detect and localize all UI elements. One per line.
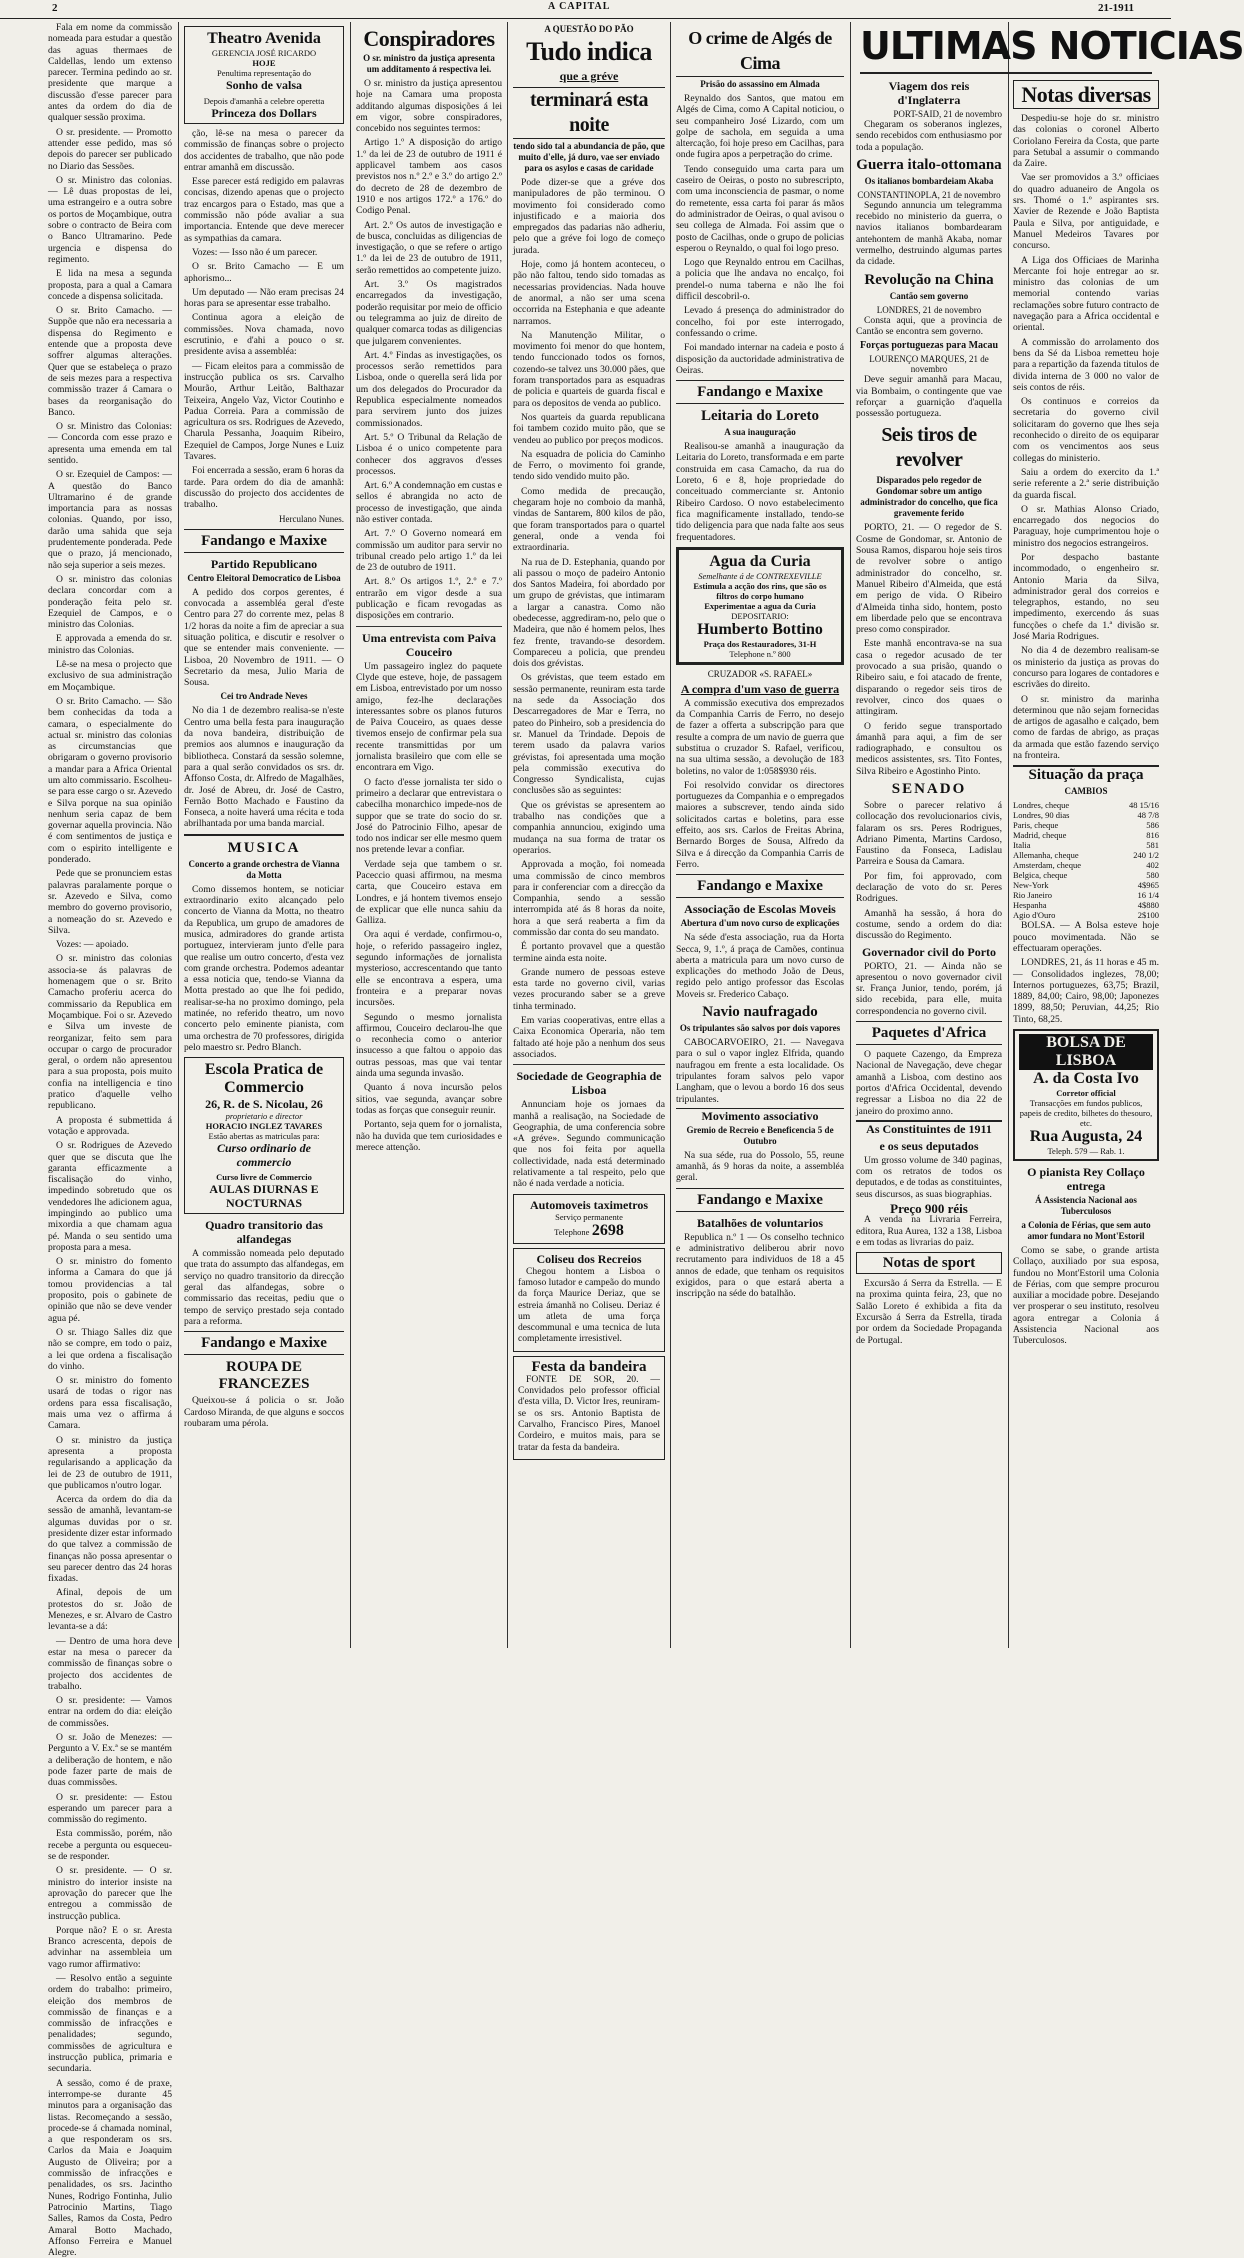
column-parliament [48, 22, 172, 2258]
article-paragraph: Por despacho bastante incommodado, o engenheiro sr. Antonio Maria da Silva, administrador geral dos correios e telegraphos, estando, no seu impedimento, exercendo ás suas funcções o chefe da 1.ª divisão sr. José Maria Rodrigues. [1013, 551, 1159, 643]
article-paragraph: Que os grévistas se apresentem ao trabalho nas condições que a companhia annunciou, exigindo uma mudança na sua forma de tratar os operarios. [513, 799, 665, 856]
headline: Conspiradores [363, 26, 495, 51]
article-paragraph: O sr. ministro das colonias declara concordar com a ponderação feita pelo sr. Ezequiel de Campos, e o ministro das Colonias. [48, 573, 172, 631]
article-paragraph: Annunciam hoje os jornaes da manhã a realisação, na Sociedade de Geographia, de uma conferencia sobre «A gréve». Segundo communicação que nos foi feita por aquella collectividade, nada está determinado relativamente a tal respeito, pelo que não é nada verdade a noticia. [513, 1099, 665, 1190]
exchange-label: Amsterdam, cheque [1013, 860, 1081, 871]
article-paragraph: Como se sabe, o grande artista Collaço, auxiliado por sua esposa, fundou no Mont'Estoril uma Colonia de Férias, com que sempre procurou auxiliar a mocidade pobre. Desejando ver prosperar o seu instituto, resolveu agora entregar a Colonia á Assistencia Nacional aos Tuberculosos. [1013, 1245, 1159, 1347]
exchange-value: 48 7/8 [1137, 810, 1159, 821]
article-paragraph: O sr. Ministro das colonias. — Lê duas propostas de lei, uma estrangeiro e a outra sobre os portos de Moçambique, outra sobre o contracto de Beira com o Banco Ultramarino. Pede urgencia e dispensa do regimento. [48, 174, 172, 265]
article-paragraph: LONDRES, 21, ás 11 horas e 45 m. — Consolidados inglezes, 78,00; Internos portuguezes, 63,75; Brazil, 1889, 84,00; Cairo, 98,00; Japonezes 1899, 88,50; Peruvian, 44,25; Rio Tinto, 68,25. [1013, 957, 1159, 1025]
paper-name: A CAPITAL [548, 1, 611, 12]
exchange-row [1013, 840, 1159, 850]
bolsa-name: A. da Costa Ivo [1033, 1070, 1139, 1087]
page-date: 21-1911 [1098, 2, 1135, 14]
headline: Notas diversas [1021, 82, 1151, 107]
article-paragraph: Acerca da ordem do dia da sessão de amanhã, levantam-se algumas duvidas por o sr. presidente dizer estar informado do que talvez a commissão de finanças não possa apresentar o seu parecer dentro das 24 horas fixadas. [48, 1494, 172, 1585]
bolsa-role: Corretor official [1056, 1088, 1116, 1098]
article-paragraph: No dia 4 de dezembro realisam-se os ministerio da justiça as provas do concurso para logares de contadores e escrivães do direito. [1013, 645, 1159, 691]
exchange-row [1013, 860, 1159, 870]
article-paragraph: E lida na mesa a segunda proposta, para a qual a Camara concede a dispensa solicitada. [48, 268, 172, 302]
article-paragraph: Continua agora a eleição de commissões. Nova chamada, novo escrutinio, e d'ahi a pouco o sr. presidente avisa a assembléa: [184, 312, 344, 358]
section-title: Quadro transitorio das alfandegas [205, 1218, 323, 1247]
column-rule [850, 22, 851, 1648]
article-paragraph: — Dentro de uma hora deve estar na mesa o parecer da commissão de finanças sobre o projecto dos accidentes de trabalho. [48, 1635, 172, 1692]
exchange-value: 580 [1146, 870, 1159, 881]
theatre-play: Sonho de valsa [225, 78, 303, 92]
column-six [856, 76, 1002, 1648]
section-title: Sociedade de Geographia de Lisboa [516, 1069, 662, 1098]
article-paragraph: Art. 4.º Findas as investigações, os processos serão remettidos para Lisboa, onde o querella será lida por um dos delegados do Procurador da Republica especialmente nomeados para servirem junto dos juizes commissionados. [356, 349, 502, 429]
article-paragraph: O sr. Thiago Salles diz que não se compre, em todo o paiz, a lei que ordena a fiscalisação do vinho. [48, 1326, 172, 1372]
article-paragraph: Um passageiro inglez do paquete Clyde que esteve, hoje, de passagem em Lisboa, entrevistado por um nosso amigo, fez-lhe declarações interessantes sobre os planos futuros de Paiva Couceiro, as quaes desse tivemos ensejo de confirmar pela sua recente transmittidas por um jornalista brasileiro que com elle se encontrara em Vigo. [356, 660, 503, 774]
curia-address: Praça dos Restauradores, 31-H [703, 638, 817, 649]
curia-exp: Experimentae a agua da Curia [704, 600, 816, 611]
exchange-row [1013, 810, 1159, 820]
exchange-label: Paris, cheque [1013, 820, 1059, 831]
article-paragraph: Na rua de D. Estephania, quando por ali passou o moço de padeiro Antonio dos Santos Madeira, foi abordado por um grupo de grévistas, que intimaram a largar a canastra. Como não obedecesse, aggrediram-no, pelo que o Madeira, que não é homem pelos, lhes fez frente, travando-se desordem. Compareceu a policia, que prendeu dois dos grévistas. [513, 556, 665, 670]
article-paragraph: Chegou hontem a Lisboa o famoso lutador e campeão do mundo da força Maurice Deriaz, que se estreia ámanhã no Coliseu. Deriaz é um atleta de uma força descommunal e uma tecnica de luta completamente irresistivel. [518, 1265, 660, 1345]
fandango-banner: Fandango e Maxixe [676, 1188, 844, 1212]
section-title: Situação da praça [1013, 765, 1159, 784]
theatre-manager: GERENCIA JOSÉ RICARDO [211, 48, 317, 58]
section-title: Festa da bandeira [531, 1358, 647, 1375]
coliseu-box [513, 1248, 665, 1352]
school-course: Curso ordinario de commercio [216, 1141, 312, 1170]
article-paragraph: Este manhã encontrava-se na sua casa o regedor acusado de ter provocado a sua prisão, quando o Ribeiro saiu, e foi atacado de frente, disparando o regedor seis tiros de revolver, cinco dos quaes o attingiram. [856, 638, 1002, 718]
section-title: Uma entrevista com Paiva Couceiro [361, 630, 497, 659]
exchange-value: 240 1/2 [1133, 850, 1159, 861]
article-paragraph: Foi mandado internar na cadeia e posto á disposição da auctoridade administrativa de Oeiras. [676, 342, 844, 376]
article-paragraph: O sr. ministro do fomento informa a Camara do que já tomou providencias a tal proposito, pois o gabinete de opinião que não se deve vender agua pé. [48, 1256, 172, 1324]
exchange-value: 816 [1146, 830, 1159, 841]
section-title: Movimento associativo [676, 1108, 844, 1123]
school-classes: AULAS DIURNAS E NOCTURNAS [209, 1182, 319, 1211]
headline: Seis tiros de revolver [881, 424, 977, 472]
article-paragraph: Sobre o parecer relativo á collocação dos revolucionarios civis, falaram os srs. Peres Rodrigues, Adriano Pimenta, Martins Cardoso, Faustino da Fonseca, Ladislau Parreira e Sousa da Camara. [856, 799, 1002, 868]
article-paragraph: Consta aqui, que a provincia de Cantão se encontra sem governo. [856, 314, 1002, 337]
column-rule [178, 22, 179, 1648]
article-paragraph: A pedido dos corpos gerentes, é convocada a assembléa geral d'este Centro para 27 do corrente mez, pelas 8 1/2 horas da noite a fim de apreciar a sua situação politica, e discutir e resolver o que se entender mais conveniente. — Lisboa, 20 Novembro de 1911. — O Secretario da mesa, Julio Maria de Sousa. [184, 586, 344, 689]
article-paragraph: O sr. Rodrigues de Azevedo quer que se discuta que lhe garanta efficazmente a fiscalisação do vinho, impedindo sobretudo que os vendedores lhe adicionem agua, impingindo ao publico uma mixordia a que chamam agua pé. Manda o seu sentido uma proposta para a mesa. [48, 1140, 172, 1253]
bolsa-address: Rua Augusta, 24 [1029, 1128, 1143, 1145]
section-subtitle: A sua inauguração [724, 427, 796, 438]
exchange-label: Londres, 90 dias [1013, 810, 1070, 821]
article-paragraph: Vae ser promovidos a 3.º officiaes do quadro aduaneiro de Angola os srs. Thomé o 1.º aspirantes srs. Xavier de Rezende e João Baptista Paula e Silva, por antiguidade, e Manuel Medeiros Tavares por concurso. [1013, 172, 1159, 252]
exchange-row [1013, 890, 1159, 900]
notas-box [1013, 80, 1159, 109]
article-paragraph: Quanto á nova incursão pelos sitios, vae segunda, avançar sobre todas as forças que conseguir reunir. [356, 1082, 502, 1116]
article-paragraph: Logo que Reynaldo entrou em Cacilhas, a policia que lhe andava no encalço, foi prendel-o numa taberna e não lhe foi difficil descobril-o. [676, 257, 844, 303]
article-paragraph: Na séde d'esta associação, rua da Horta Secca, 9, 1.º, á praça de Camões, continua aberta a matricula para um novo curso de explicações do methodo João de Deus, regido pelo antigo professor das Escolas Moveis sr. Frederico Cabaço. [676, 932, 844, 1000]
curia-sub: Semelhante á de CONTREXEVILLE [698, 570, 822, 581]
article-paragraph: O sr. ministro da marinha determinou que não sejam fornecidas de artigos de agasalho e calçado, bem como de fardas de abrigo, as praças da armada que estão fazendo serviço na fronteira. [1013, 693, 1159, 762]
article-paragraph: Segundo o mesmo jornalista affirmou, Couceiro declarou-lhe que o reconhecia como o anterior insucesso a que faltou o appoio das outras pessoas, mas que vai tentar ainda uma segunda invasão. [356, 1011, 502, 1080]
article-paragraph: Hoje, como já hontem aconteceu, o pão não faltou, tendo sido tomadas as necessarias providencias. Nada houve de anormal, a não ser uma scena occorrida na Estephania e que adeante narramos. [513, 259, 665, 327]
section-title: Revolução na China [864, 271, 994, 288]
exchange-row [1013, 910, 1159, 920]
theatre-today: HOJE [252, 58, 276, 68]
section-title: Leitaria do Loreto [700, 408, 820, 425]
article-paragraph: O sr. presidente. — O sr. ministro do interior insiste na aprovação do parecer que lhe entregou a commissão de instrucção publica. [48, 1865, 172, 1922]
article-paragraph: Art. 8.º Os artigos 1.º, 2.º e 7.º entrarão em vigor desde a sua publicação e ficam revogadas as disposições em contrario. [356, 576, 502, 622]
dateline: PORT-SAID, 21 de novembro [893, 109, 1002, 119]
article-paragraph: Art. 7.º O Governo nomeará em commissão um auditor para servir no tribunal creado pelo artigo 1.º da lei de 23 de outubro de 1911. [356, 528, 502, 574]
article-paragraph: O sr. ministro do fomento usará de todas o rigor nas ordens para essa fiscalisação, mais uma vez o affirma á Camara. [48, 1375, 172, 1432]
column-rule [507, 22, 508, 1648]
article-paragraph: O sr. ministro da justiça apresentou hoje na Camara uma proposta additando algumas disposições á lei em vigor, sobre conspiradores, concebido nos seguintes termos: [356, 78, 502, 135]
article-paragraph: — Resolvo então a seguinte ordem do trabalho: primeiro, eleição dos membros de commissão de finanças e a commissão de infracções e penalidades; segundo, commissões de agricultura e instrucção publica, primaria e secundaria. [48, 1972, 172, 2075]
curia-ad [676, 547, 844, 665]
theatre-play2: Princeza dos Dollars [211, 106, 317, 120]
divider [513, 1064, 665, 1065]
column-two [184, 22, 344, 1648]
column-rule [350, 22, 351, 1648]
section-subtitle: Os italianos bombardeiam Akaba [864, 175, 994, 186]
article-paragraph: Um grosso volume de 340 paginas, com os retratos de todos os deputados, e de todas as constituintes, seus discursos, as suas biographias. [856, 1154, 1002, 1200]
article-paragraph: Foi resolvido convidar os directores portuguezes da Companhia e o empregados maiores a subscrever, tendo ainda sido solicitados cartas e boletins, para esse effeito, aos srs. Carlos de Freitas Abrina, Bernardo Borges de Sousa, Alfredo da Silva e á direcção da Companhia Carris de Ferro. [676, 779, 844, 870]
fandango-banner: Fandango e Maxixe [184, 529, 344, 553]
article-paragraph: Por fim, foi approvado, com declaração de voto do sr. Peres Rodrigues. [856, 870, 1002, 905]
article-paragraph: Art. 5.º O Tribunal da Relação de Lisboa é o unico competente para conhecer dos aggravos d'esses processos. [356, 431, 502, 477]
section-subtitle: Gremio de Recreio e Beneficencia 5 de Outubro [686, 1124, 834, 1146]
article-paragraph: Levado á presença do administrador do concelho, foi por este interrogado, confessando o crime. [676, 305, 844, 339]
article-paragraph: Na Manutenção Militar, o movimento foi menor do que hontem, tendo funccionado todos os fornos, cozendo-se talvez uns 30.000 pães, que foram transportados para as esquadras de policia e quarteis de guarda fiscal e para os depositos de venda ao publico. [513, 329, 665, 409]
article-paragraph: PORTO, 21. — Ainda não se apresentou o novo governador civil sr. França Junior, tendo, porém, já sido recebida, para elle, muita correspondencia no governo civil. [856, 960, 1002, 1017]
article-paragraph: ção, lê-se na mesa o parecer da commissão de finanças sobre o projecto dos accidentes de trabalho, que não pode entrar amanhã em discussão. [184, 128, 344, 173]
article-paragraph: BOLSA. — A Bolsa esteve hoje pouco movimentada. Não se effectuaram operações. [1013, 920, 1159, 954]
article-paragraph: Reynaldo dos Santos, que matou em Algés de Cima, como A Capital noticiou, o seu companheiro José Lizardo, com um golpe de sachola, em seguida a uma altercação, foi hoje preso em Cacilhas, para onde fugira apos a perpetração do crime. [676, 93, 844, 161]
article-paragraph: Afinal, depois de um protestos do sr. João de Menezes, e sr. Alvaro de Castro levanta-se a dá: [48, 1587, 172, 1633]
section-title: MUSICA [227, 839, 301, 856]
divider [184, 834, 344, 836]
article-paragraph: — Ficam eleitos para a commissão de instrucção publica os srs. Carvalho Mourão, Arthur Leitão, Balthazar Teixeira, Angelo Vaz, Victor Coutinho e Padua Correia. Para a commissão de agricultura os srs. Rodrigues de Azevedo, Charula Pessanha, Joaquim Ribeiro, Ezequiel de Campos, Jorge Nunes e Luiz Tavares. [184, 360, 344, 463]
article-paragraph: O sr. Brito Camacho. — São bem conhecidas da toda a camara, o especialmente do actual sr. ministro das colonias as circumstancias que obrigaram o governo provisorio a mandar para a Africa Oriental um alto commissario. Escolheu-se para esse cargo o sr. Azevedo e Silva porque na sua opinião nenhum seria capaz de bem governar aquella provincia. Não é com sentimentos de justiça e com o espirito intelligente e ponderado. [48, 695, 172, 866]
ultimas-noticias-masthead: ULTIMAS NOTICIAS [860, 22, 1152, 74]
section-subtitle: Abertura d'um novo curso de explicações [680, 918, 840, 929]
article-paragraph: Como dissemos hontem, se noticiar extraordinario exito alcançado pelo concerto de Vianna da Motta, no theatro da Republica, um grupo de amadores de musica, admiradores do grande artista portuguez, intervieram junto d'elle para que realise um outro concerto, d'esta vez com grande orchestra. Podemos adeantar a essa noticia que, tendo-se Vianna da Motta prestado ao que lhe foi pedido, realisar-se-ha no proximo domingo, pela matinée, no referido theatro, um novo concerto pelo eminente pianista, com uma orchestra de 70 professores, dirigida pelo maestro sr. Pedro Blanch. [184, 883, 344, 1053]
article-paragraph: O sr. Brito Camacho. — Suppõe que não era necessaria a dispensa do Regimento e entende que a proposta deve soffrer algumas alterações. Quer que se estabeleça o prazo de seis mezes para a respectiva commissão trazer á Camara o bases da reorganisação do Banco. [48, 305, 172, 418]
column-rule [670, 22, 671, 1648]
article-paragraph: Amanhã ha sessão, á hora do costume, sendo a ordem do dia: discussão do Regimento. [856, 907, 1002, 942]
article-paragraph: Art. 2.º Os autos de investigação e de busca, concluidas as diligencias de investigação, o que se refere o artigo 1.º da lei de 23 de outubro de 1911, serão remettidos ao competente juizo. [356, 219, 502, 276]
article-paragraph: O ferido segue transportado ámanhã para aqui, a fim de ser radiographado, e consultou os medicos assistentes, srs. Tito Fontes, Silva Ribeiro e Agostinho Pinto. [856, 720, 1002, 777]
section-subtitle: Os tripulantes são salvos por dois vapores [679, 1023, 841, 1034]
section-subtitle: Cei tro Andrade Neves [220, 691, 308, 702]
fandango-banner: Fandango e Maxixe [676, 380, 844, 404]
section-title: Guerra italo-ottomana [856, 156, 1002, 173]
article-paragraph: O sr. presidente: — Vamos entrar na ordem do dia: eleição de commissões. [48, 1695, 172, 1729]
fandango-banner: Fandango e Maxixe [676, 874, 844, 898]
article-paragraph: Art. 6.º A condemnação em custas e sellos é abrangida no acto de processo de investigação, que ainda não estiver contada. [356, 480, 502, 525]
school-address: 26, R. de S. Nicolau, 26 [205, 1097, 323, 1112]
article-paragraph: Queixou-se á policia o sr. João Cardoso Miranda, de que alguns e soccos roubaram uma pérola. [184, 1395, 344, 1429]
exchange-label: Allemanha, cheque [1013, 850, 1079, 861]
exchange-label: Madrid, cheque [1013, 830, 1067, 841]
headline: Tudo indica [526, 37, 652, 66]
exchange-label: Italia [1013, 840, 1031, 851]
article-paragraph: O sr. Ezequiel de Campos: — A questão do Banco Ultramarino é de grande importancia para as nossas colonias. Quando, por isso, darão uma sahida que seja prudentemente ponderada. Pede que o prazo, já mencionado, não seja superior a seis mezes. [48, 469, 172, 571]
article-paragraph: Esse parecer está redigido em palavras concisas, dizendo apenas que o projecto traz encargos para o Estado, mas que a commissão não póde avaliar a sua importancia. Entende que deve merecer as sympathias da camara. [184, 176, 344, 244]
article-paragraph: Os grévistas, que teem estado em sessão permanente, reuniram esta tarde na sede da Associação dos Descarregadores de Mar e Terra, no pateo do Pinheiro, sob a presidencia do sr. Manuel da Trindade. Depois de terem usado da palavra varios grévistas, foi apresentada uma moção pela commissão executiva do Congresso Syndicalista, cujas conclusões são as seguintes: [513, 672, 665, 797]
article-paragraph: Nos quarteis da guarda republicana foi tambem cozido muito pão, que se vendeu ao publico por preços modicos. [513, 411, 665, 446]
section-title: Coliseu dos Recreios [536, 1251, 642, 1266]
festa-box [513, 1356, 665, 1460]
article-paragraph: Approvada a moção, foi nomeada uma commissão de cinco membros para ir conferenciar com a direcção da Companhia, sendo a sessão interrompida até ás 8 horas da noite, hora a que será reaberta a fim da commissão dar conta do seu mandato. [513, 859, 665, 938]
school-director: HORACIO INGLEZ TAVARES [205, 1121, 323, 1132]
article-paragraph: Esta commissão, porém, não recebe a pergunta ou esqueceu-se de responder. [48, 1828, 172, 1863]
article-paragraph: Art. 3.º Os magistrados encarregados da investigação, poderão requisitar por meio de officio ou telegramma ao juiz de direito de qualquer comarca todas as diligencias que julgarem convenientes. [356, 279, 502, 347]
exchange-label: Belgica, cheque [1013, 870, 1068, 881]
article-paragraph: Porque não? E o sr. Aresta Branco acrescenta, depois de advinhar na assembleia um vago rumor affirmativo: [48, 1924, 172, 1970]
curia-name: Humberto Bottino [697, 620, 823, 638]
divider [356, 626, 502, 627]
taxi-title: Automoveis taximetros [529, 1197, 649, 1212]
exchange-row [1013, 870, 1159, 880]
exchange-value: 586 [1146, 820, 1159, 831]
exchange-row [1013, 850, 1159, 860]
section-subtitle: Cantão sem governo [889, 290, 969, 301]
section-title: ROUPA DE FRANCEZES [218, 1359, 310, 1393]
section-subtitle: a Colonia de Férias, que sem auto amor fundara no Mont'Estoril [1021, 1220, 1151, 1241]
article-paragraph: Lê-se na mesa o projecto que exclusivo de sua administração em Moçambique. [48, 659, 172, 693]
headline: O crime de Algés de Cima [676, 26, 844, 77]
exchange-row [1013, 830, 1159, 840]
article-paragraph: O facto d'esse jornalista ter sido o primeiro a declarar que entrevistara o cabecilha monarchico impede-nos de suppor que se trate do socio do sr. José do Patrocinio Filho, apesar de todo nos indicar ser elle mesmo quem nos pretende levar a confiar. [356, 776, 502, 856]
taxi-phone: 2698 [591, 1221, 624, 1239]
exchange-table [1013, 800, 1159, 920]
exchange-value: 402 [1146, 860, 1159, 871]
fandango-banner: Fandango e Maxixe [184, 1331, 344, 1355]
section-title: Batalhões de voluntarios [696, 1215, 823, 1230]
exchange-row [1013, 880, 1159, 890]
exchange-value: 48 15/16 [1129, 800, 1159, 811]
article-paragraph: O sr. Brito Camacho — E um aphorismo... [184, 261, 344, 284]
bolsa-title: BOLSA DE LISBOA [1019, 1034, 1153, 1070]
section-subtitle: Centro Eleitoral Democratico de Lisboa [187, 572, 341, 583]
taxi-sub: Serviço permanente [555, 1211, 623, 1222]
article-paragraph: Foi encerrada a sessão, eram 6 horas da tarde. Para ordem do dia de amanhã: discussão do projecto dos accidentes de trabalho. [184, 465, 344, 511]
school-mats: Estão abertas as matriculas para: [208, 1131, 320, 1142]
article-paragraph: A commissão executiva dos emprezados da Companhia Carris de Ferro, no desejo de fazer a offerta a subscripção para que resulte a compra de um navio de guerra que substitua o cruzador S. Rafael, verificou, na sua ultima sessão, a devolução de 183 boletins, no valor de 1:058$930 réis. [676, 697, 844, 777]
kicker: A QUESTÃO DO PÃO [544, 24, 634, 34]
exchange-value: 4$880 [1137, 900, 1159, 911]
headline-sub: Prisão do assassino em Almada [700, 79, 820, 89]
article-paragraph: Tendo conseguido uma carta para um caseiro de Oeiras, o posto no subrescripto, com uma inconsciencia de pasmar, o nome do remetente, essa carta foi parar ás mãos do administrador de Oeiras, o qual avisou o seu collega de Almada. Foi assim que o posto de Cacilhas, onde o grupo de policias esperou o Reynaldo, o qual foi logo preso. [676, 163, 844, 254]
exchange-label: Rio Janeiro [1013, 890, 1052, 901]
article-paragraph: O sr. presidente. — Promotto attender esse pedido, mas só depois do parecer ser publicado no Diario das Sessões. [48, 126, 172, 172]
exchange-label: New-York [1013, 880, 1049, 891]
exchange-value: 4$965 [1137, 880, 1159, 891]
bolsa-ad [1013, 1029, 1159, 1161]
article-paragraph: Pode dizer-se que a gréve dos manipuladores de pão terminou. O movimento foi considerado como injustificado e a maioria dos empregados das padarias não adheriu, pelo que a gréve foi logo de começo jurada. [513, 177, 665, 256]
exchange-value: 2$100 [1137, 910, 1159, 921]
exchange-label: Londres, cheque [1013, 800, 1070, 811]
article-paragraph: Grande numero de pessoas esteve esta tarde no governo civil, varias vezes procurando saber se a greve tinha terminado. [513, 966, 665, 1012]
curia-title: Agua da Curia [709, 552, 811, 570]
article-paragraph: O sr. Mathias Alonso Criado, encarregado dos negocios do Paraguay, hoje cumprimentou hoje o ministro dos negocios estrangeiros. [1013, 503, 1159, 549]
page-header [0, 0, 1171, 19]
section-title: SENADO [891, 780, 967, 797]
article-paragraph: FONTE DE SOR, 20. — Convidados pelo professor official d'esta villa, D. Victor Ires, reuniram-se os srs. Antonio Baptista de Carvalho, Francisco Pires, Manoel Cordeiro, e muitos mais, para se tratar da festa da bandeira. [518, 1373, 660, 1453]
school-prop: proprietario e director [225, 1111, 303, 1122]
section-title: As Constituintes de 1911 [856, 1120, 1002, 1136]
article-paragraph: Um deputado — Não eram precisas 24 horas para se apresentar esse trabalho. [184, 286, 344, 310]
author-signature: Herculano Nunes. [279, 513, 344, 524]
article-paragraph: Excursão á Serra da Estrella. — E na proxima quinta feira, 23, que no Salão Loreto é exhibida a fita da Excursão á Serra da Estrella, tirada por ordem da Sociedade Propaganda de Portugal. [856, 1278, 1002, 1346]
article-paragraph: O sr. ministro da justiça apresenta a proposta regularisando a applicação da lei de 23 de outubro de 1911, que publicamos n'outro logar. [48, 1434, 172, 1491]
theatre-next: Depois d'amanhã a celebre operetta [203, 96, 325, 106]
exchange-value: 16 1/4 [1137, 890, 1159, 901]
kicker: CRUZADOR «S. RAFAEL» [707, 668, 813, 679]
article-paragraph: Chegaram os soberanos inglezes, sendo recebidos com enthusiasmo por toda a população. [856, 119, 1003, 153]
taxi-tel-label: Telephone [554, 1226, 590, 1237]
article-paragraph: O paquete Cazengo, da Empreza Nacional de Navegação, deve chegar amanhã a Lisboa, com destino aos portos d'Africa Occidental, devendo regressar a Lisboa no dia 22 de janeiro do proximo anno. [856, 1049, 1002, 1117]
exchange-row [1013, 800, 1159, 810]
bolsa-phone: Teleph. 579 — Rab. 1. [1047, 1146, 1125, 1156]
headline-line2: que a gréve [559, 69, 619, 83]
section-title: Governador civil do Porto [861, 944, 997, 959]
article-paragraph: O sr. Ministro das Colonias: — Concorda com esse prazo e apresenta uma emenda em tal sentido. [48, 421, 172, 466]
article-paragraph: Segundo annuncia um telegramma recebido no ministerio da guerra, o navios italianos bombardearam antehontem de manhã Akaba, nomar vermelho, destruindo algumas partes da cidade. [856, 199, 1002, 268]
article-paragraph: Os continuos e correios da secretaria do governo civil solicitaram do governo que lhes seja reconhecido o direito de os equiparar com os vencimentos aos seus collegas do ministerio. [1013, 396, 1159, 464]
dateline: CONSTANTINOPLA, 21 de novembro [857, 189, 1001, 200]
article-paragraph: O sr. João de Menezes: — Pergunto a V. Ex.ª se se mantém a deliberação de hontem, e não pode fazer parte de mais de duas commissões. [48, 1732, 172, 1789]
theatre-title: Theatro Avenida [207, 30, 321, 47]
article-paragraph: PORTO, 21. — O regedor de S. Cosme de Gondomar, sr. Antonio de Sousa Ramos, disparou hoje seis tiros de revolver sobre o antigo administrador do concelho, sr. Manuel Ribeiro d'Almeida, que está em perigo de vida. O Ribeiro d'Almeida tinha sido, hontem, posto em liberdade pelo que se encontrava preso como conspirador. [856, 522, 1002, 636]
section-title: Partido Republicano [210, 556, 318, 571]
exchange-label: Hespanha [1013, 900, 1047, 911]
article-paragraph: Na esquadra de policia do Caminho de Ferro, o movimento foi grande, tendo sido vendido muito pão. [513, 448, 665, 483]
section-title: Paquetes d'Africa [856, 1021, 1002, 1045]
exchange-row [1013, 820, 1159, 830]
headline-sub: O sr. ministro da justiça apresenta um additamento á respectiva lei. [363, 53, 495, 74]
article-paragraph: É portanto provavel que a questão termine ainda esta noite. [513, 941, 665, 964]
section-title: Viagem dos reis d'Inglaterra [888, 79, 970, 107]
article-paragraph: Vozes: — Isso não é um parecer. [192, 246, 318, 258]
article-paragraph: A commissão nomeada pelo deputado que trata do assumpto das alfandegas, em serviço no quadro transitorio da direcção geral das alfandegas, sobre o commissario das receitas, pediu que o tempo de serviço prestado seja contado para a reforma. [184, 1248, 344, 1327]
article-paragraph: Verdade seja que tambem o sr. Paceccio quasi affirmou, na mesma carta, que Couceiro estava em Londres, e já hontem tivemos ensejo de explicar que elle nunca sahiu da Galliza. [356, 858, 502, 927]
article-paragraph: Como medida de precaução, chegaram hoje no comboio da manhã, vindas de Santarem, 800 kilos de pão, que foram transportados para o quartel general, onde a venda foi extraordinaria. [513, 485, 665, 554]
section-subtitle: Á Assistencia Nacional aos Tuberculosos [1035, 1195, 1137, 1216]
taxi-ad [513, 1194, 665, 1244]
article-paragraph: O sr. presidente: — Estou esperando um parecer para a commissão do regimento. [48, 1791, 172, 1826]
headline-sub: Disparados pelo regedor de Gondomar sobre um antigo administrador do concelho, que fica gravemente ferido [860, 475, 998, 519]
article-paragraph: O sr. ministro das colonias associa-se ás palavras de homenagem que o sr. Brito Camacho proferiu acerca do commissario da Republica em Moçambique. Foi o sr. Azevedo e Silva um investe de reorganizar, feito sem para occupar o cargo de procurador geral, o ordem não apresentou para a sua proposta, pois muito confia na intelligencia e tino pratico d'aquelle velho republicano. [48, 953, 172, 1112]
article-paragraph: Deve seguir amanhã para Macau, via Bombaim, o contingente que vae reforçar a guarnição d'aquella possessão portugueza. [856, 374, 1002, 420]
headline-sub: tendo sido tal a abundancia de pão, que muito d'elle, já duro, vae ser enviado para os asylos e casas de caridade [513, 141, 665, 173]
article-paragraph: A Liga dos Officiaes de Marinha Mercante foi hoje entregar ao sr. ministro das colonias de um memorial contendo varias reclamações sobre futuro contracto de navegação para a Africa occidental e oriental. [1013, 254, 1159, 334]
section-title: Notas de sport [882, 1255, 976, 1272]
article-paragraph: Republica n.º 1 — Os conselho technico e administrativo deliberou abrir novo recrutamento para individuos de 18 a 45 annos de edade, que tenham os requisitos exigidos, para o que estará aberta a inscripção na séde do batalhão. [676, 1231, 844, 1300]
article-paragraph: E approvada a emenda do sr. ministro das Colonias. [48, 633, 172, 656]
dateline: LOURENÇO MARQUES, 21 de novembro [869, 354, 989, 375]
exchange-row [1013, 900, 1159, 910]
article-paragraph: Fala em nome da commissão nomeada para estudar a questão das aguas thermaes de Caldellas, lendo um extenso parecer. Termina pedindo ao sr. presidente que marque a discussão d'esse parecer para antes da ordem do dia de qualquer sessão proxima. [48, 22, 172, 124]
section-subtitle: CAMBIOS [1064, 786, 1108, 797]
article-paragraph: Saiu a ordem do exercito da 1.ª serie referente a 2.ª serie distribuição da guarda fiscal. [1013, 466, 1159, 501]
curia-phone: Telephone n.º 800 [729, 648, 791, 659]
section-subtitle: Forças portuguezas para Macau [859, 340, 999, 352]
curia-line: Estimula a acção dos rins, que são os filtros do corpo humano [693, 580, 827, 601]
theatre-ad [184, 26, 344, 124]
section-title: Associação de Escolas Moveis [684, 902, 836, 917]
section-title: A compra d'um vaso de guerra [680, 681, 840, 696]
article-paragraph: Ora aqui é verdade, confirmou-o, hoje, o referido passageiro inglez, segundo informações de jornalista mysterioso, accrescentando que tanto elle se encontrava a espera, uma fronteira e a preparar novas incursões. [356, 929, 502, 1009]
column-three [356, 22, 502, 1648]
section-title-line2: e os seus deputados [879, 1138, 979, 1153]
theatre-line: Penultima representação do [217, 68, 311, 78]
section-title: Navio naufragado [702, 1004, 818, 1021]
article-paragraph: Na sua séde, rua do Possolo, 55, reune amanhã, ás 9 horas da noite, a assembléa geral. [676, 1149, 844, 1184]
curia-dep: DEPOSITARIO: [731, 610, 789, 621]
column-seven [1013, 76, 1159, 1648]
article-paragraph: A proposta é submettida á votação e approvada. [48, 1114, 172, 1137]
book-price: Preço 900 réis [890, 1201, 968, 1216]
article-paragraph: Despediu-se hoje do sr. ministro das colonias o coronel Alberto Coriolano Fereira da Costa, que parte para Setubal a assumir o commando da Zaire. [1013, 113, 1159, 170]
article-paragraph: Artigo 1.º A disposição do artigo 1.º da lei de 23 de outubro de 1911 é applicavel tambem aos casos previstos nos n.º 2.º e 3.º do artigo 2.º do decreto de 28 de dezembro de 1910 e nos artigos 172.º a 176.º do Codigo Penal. [356, 137, 502, 217]
column-rule [1008, 22, 1009, 1648]
bolsa-text: Transacções em fundos publicos, papeis de credito, bilhetes do thesouro, etc. [1019, 1098, 1153, 1128]
sport-box [856, 1252, 1002, 1274]
section-title: O pianista Rey Collaço entrega [1027, 1165, 1145, 1193]
column-five [676, 22, 844, 1648]
school-course2: Curso livre de Commercio [216, 1172, 312, 1183]
section-subtitle: Concerto a grande orchestra de Vianna da Motta [188, 858, 340, 880]
exchange-value: 581 [1146, 840, 1159, 851]
article-paragraph: CABOCARVOEIRO, 21. — Navegava para o sul o vapor inglez Elfrida, quando naufragou em frente a esta localidade. Os tripulantes foram salvos pelo vapor Langham, que o levou a bordo 16 dos seus tripulantes. [676, 1037, 844, 1105]
article-paragraph: Portanto, seja quem for o jornalista, não ha duvida que tem curiosidades e merece attenção. [356, 1119, 502, 1153]
article-paragraph: Pede que se pronunciem estas palavras paralamente porque o sr. Azevedo e Silva, como membro do governo provisorio, a nomeação do sr. Azevedo e Silva. [48, 868, 172, 936]
article-paragraph: A venda na Livraria Ferreira, editora, Rua Aurea, 132 a 138, Lisboa e em todas as livrarias do paiz. [856, 1214, 1002, 1248]
exchange-label: Agio d'Ouro [1013, 910, 1056, 921]
headline-line3: terminará esta noite [513, 87, 665, 139]
article-paragraph: Em varias cooperativas, entre ellas a Caixa Economica Operaria, não tem faltado até hoje pão a nenhum dos seus associados. [513, 1015, 665, 1060]
article-paragraph: A commissão do arrolamento dos bens da Sé da Lisboa remetteu hoje para a repartição da fazenda titulos de divida interna de 3 000 no valor de seis contos de réis. [1013, 336, 1159, 393]
column-four [513, 22, 665, 1648]
article-paragraph: Realisou-se amanhã a inauguração da Leitaria do Loreto, transformada e em parte construida em casa Camacho, da rua do Loreto, 6 e 8, hoje propriedade do conceituado commerciante sr. Antonio Ribeiro Cardoso. O novo estabelecimento fica magnificamente installado, tendo-se tido deligencia para que nada falte aos seus frequentadores. [676, 441, 844, 543]
article-paragraph: A sessão, como é de praxe, interrompe-se durante 45 minutos para a organisação das listas. Recomeçando a sessão, procede-se á chamada nominal, a que responderam os srs. Carlos da Maia e Joaquim Augusto de Oliveira; por a commissão de infracções e penalidades, os srs. Jacintho Nunes, Rodrigo Fontinha, Julio Patrocinio Martins, Tiago Salles, Ramos da Costa, Pedro Amaral Botto Machado, Affonso Ferreira e Manuel Alegre. [48, 2077, 172, 2258]
page-number: 2 [52, 2, 58, 14]
article-paragraph: No dia 1 de dezembro realisa-se n'este Centro uma bella festa para inauguração da nova bandeira, distribuição de premios aos alumnos e inauguração da bibliotheca. Constará da sessão solemne, para a qual serão convidados os srs. dr. Affonso Costa, dr. Alfredo de Magalhães, dr. José de Abreu, dr. José de Castro, Fernão Botto Machado e Faustino da Fonseca, a noite haverá uma récita e toda abrilhantada por uma banda marcial. [184, 705, 344, 830]
school-ad [184, 1057, 344, 1214]
article-paragraph: Vozes: — apoiado. [56, 939, 129, 951]
school-title: Escola Pratica de Commercio [204, 1061, 324, 1097]
dateline: LONDRES, 21 de novembro [876, 304, 982, 315]
